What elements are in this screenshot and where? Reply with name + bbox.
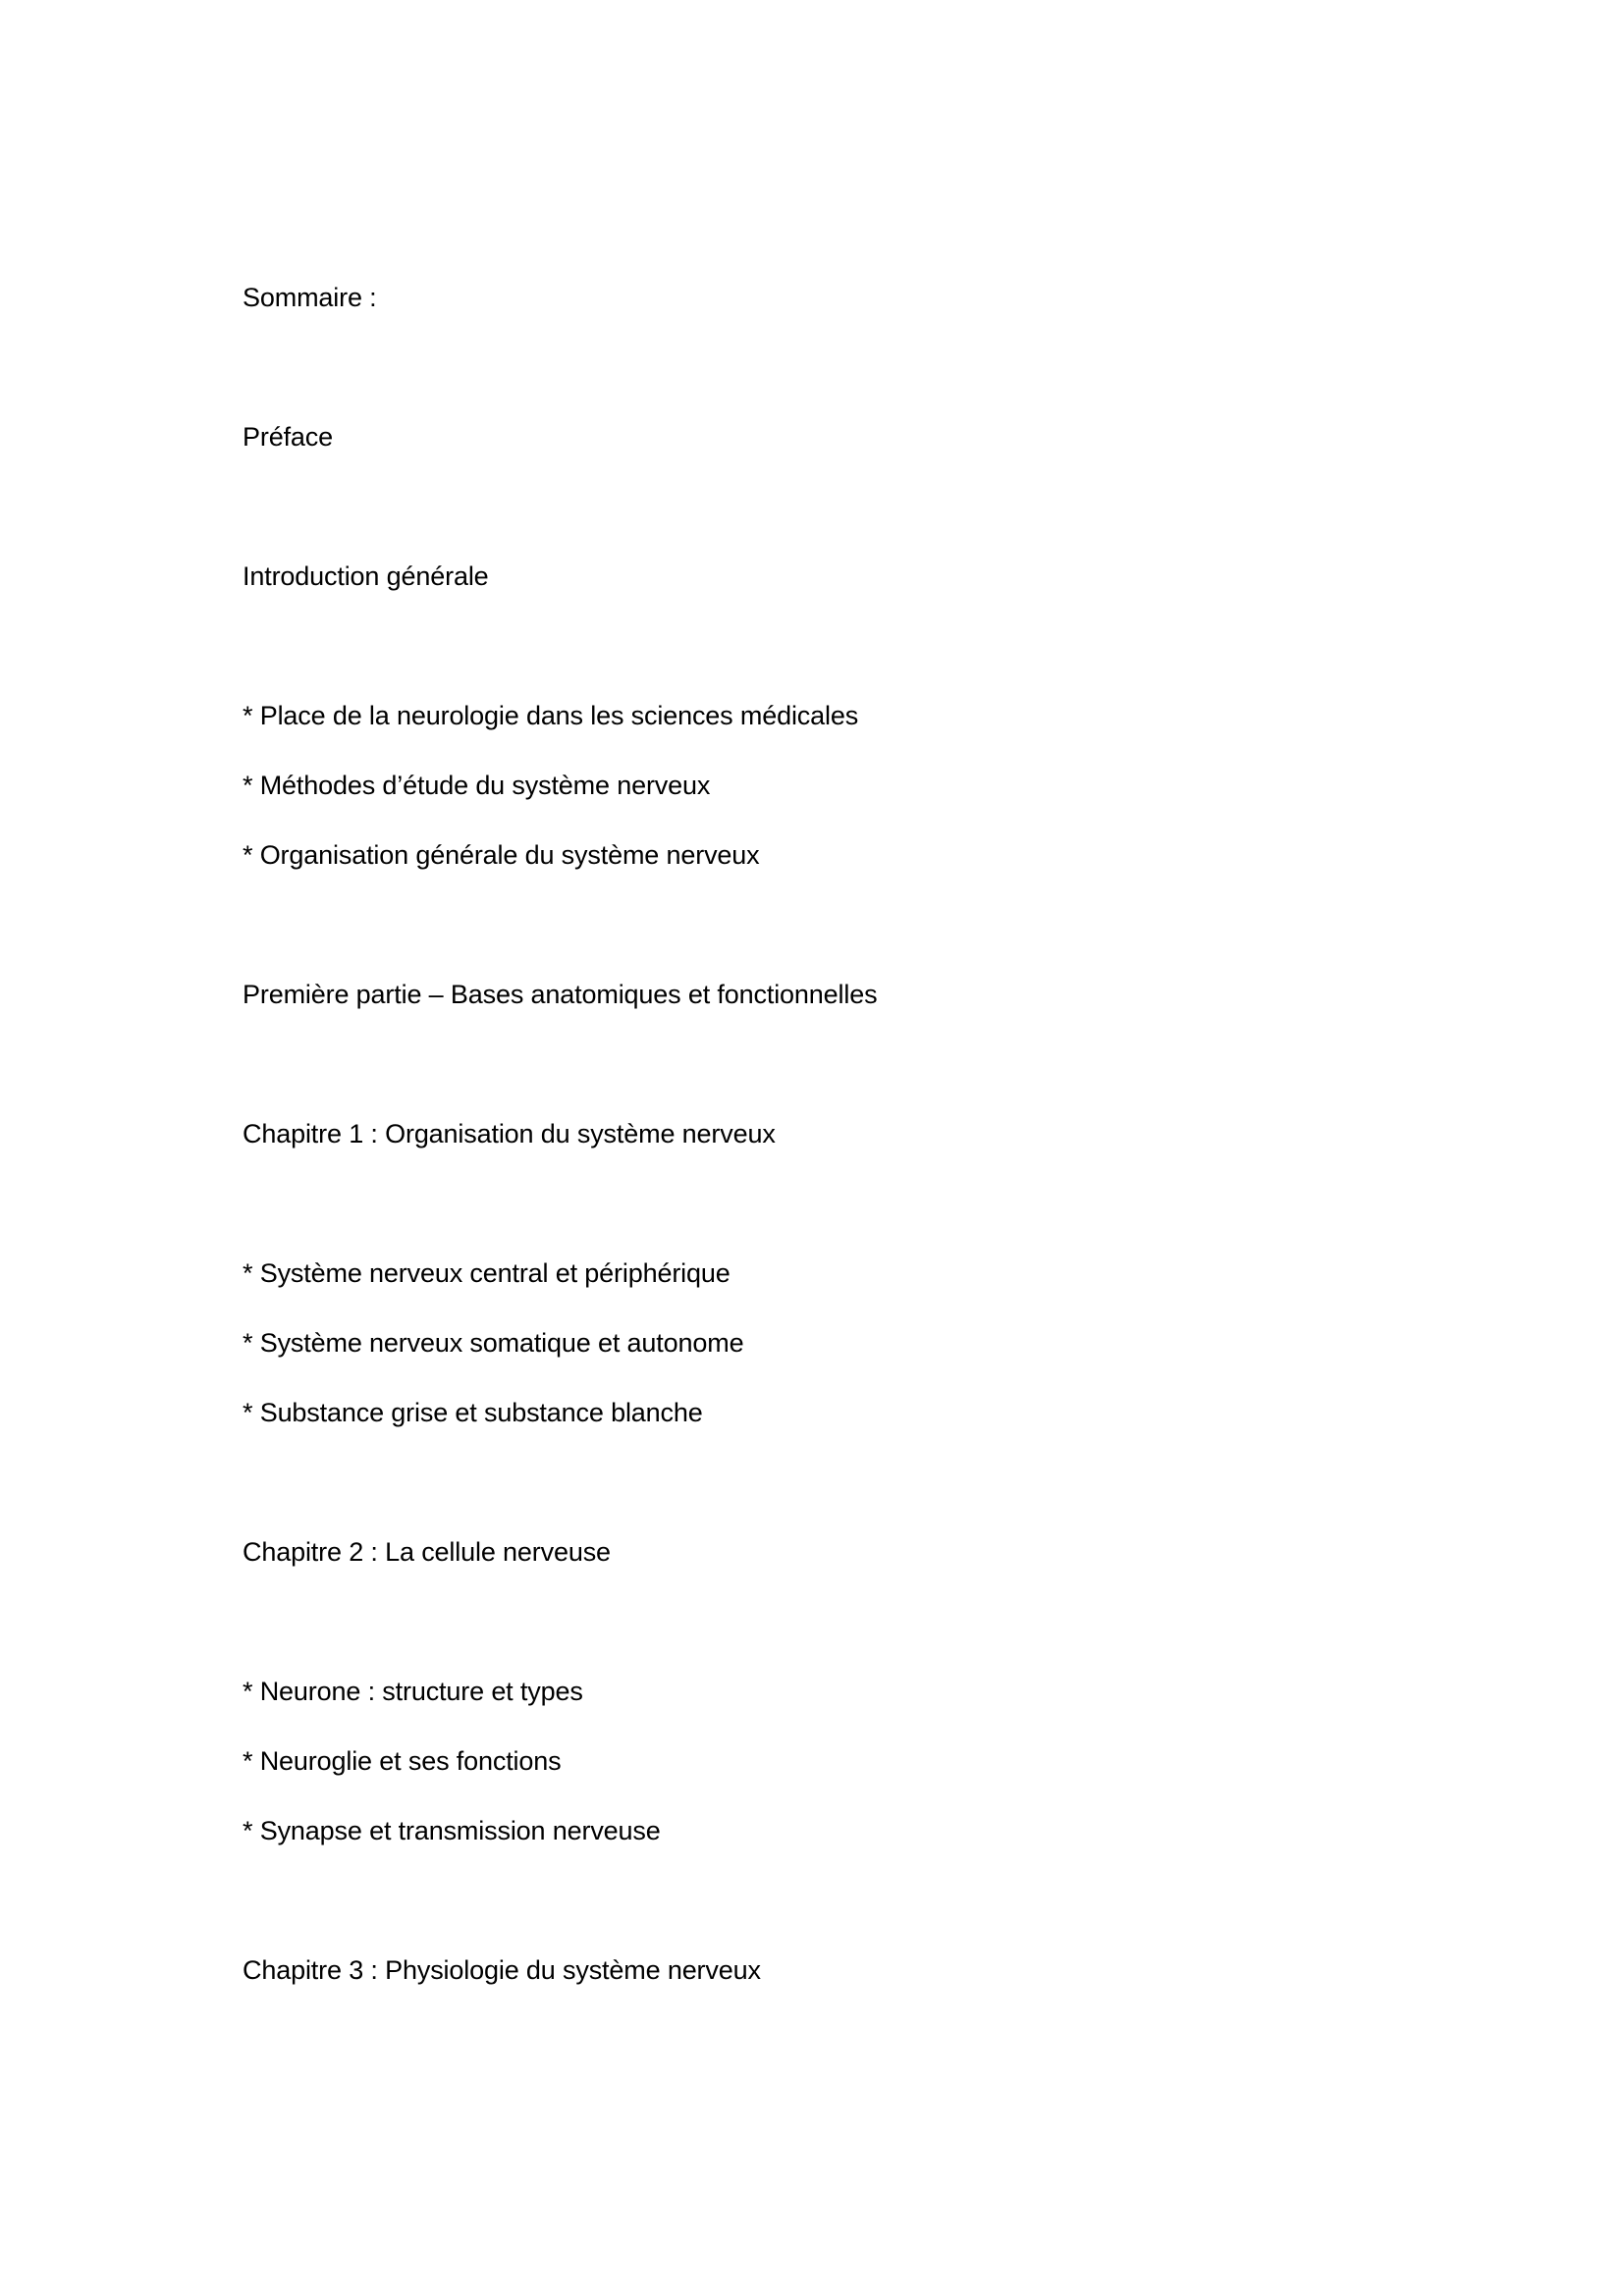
toc-line-bullet: * Organisation générale du système nerveux [243, 840, 760, 870]
toc-line-chapter: Chapitre 1 : Organisation du système nerveux [243, 1119, 776, 1148]
toc-line-chapter: Chapitre 3 : Physiologie du système nerveux [243, 1955, 761, 1985]
toc-line-heading: Sommaire : [243, 283, 377, 312]
toc-line-bullet: * Substance grise et substance blanche [243, 1398, 703, 1427]
toc-line-bullet: * Neuroglie et ses fonctions [243, 1746, 562, 1776]
toc-line-part: Première partie – Bases anatomiques et fonctionnelles [243, 980, 878, 1009]
toc-line-bullet: * Synapse et transmission nerveuse [243, 1816, 661, 1845]
toc-line-chapter: Chapitre 2 : La cellule nerveuse [243, 1537, 611, 1567]
toc-line-bullet: * Système nerveux somatique et autonome [243, 1328, 744, 1358]
toc-line-entry: Introduction générale [243, 561, 489, 591]
toc-line-bullet: * Système nerveux central et périphérique [243, 1258, 731, 1288]
table-of-contents [243, 263, 1401, 2005]
toc-line-bullet: * Neurone : structure et types [243, 1677, 583, 1706]
toc-line-bullet: * Méthodes d’étude du système nerveux [243, 771, 711, 800]
toc-line-bullet: * Place de la neurologie dans les sciences médicales [243, 701, 859, 730]
toc-line-entry: Préface [243, 422, 333, 452]
